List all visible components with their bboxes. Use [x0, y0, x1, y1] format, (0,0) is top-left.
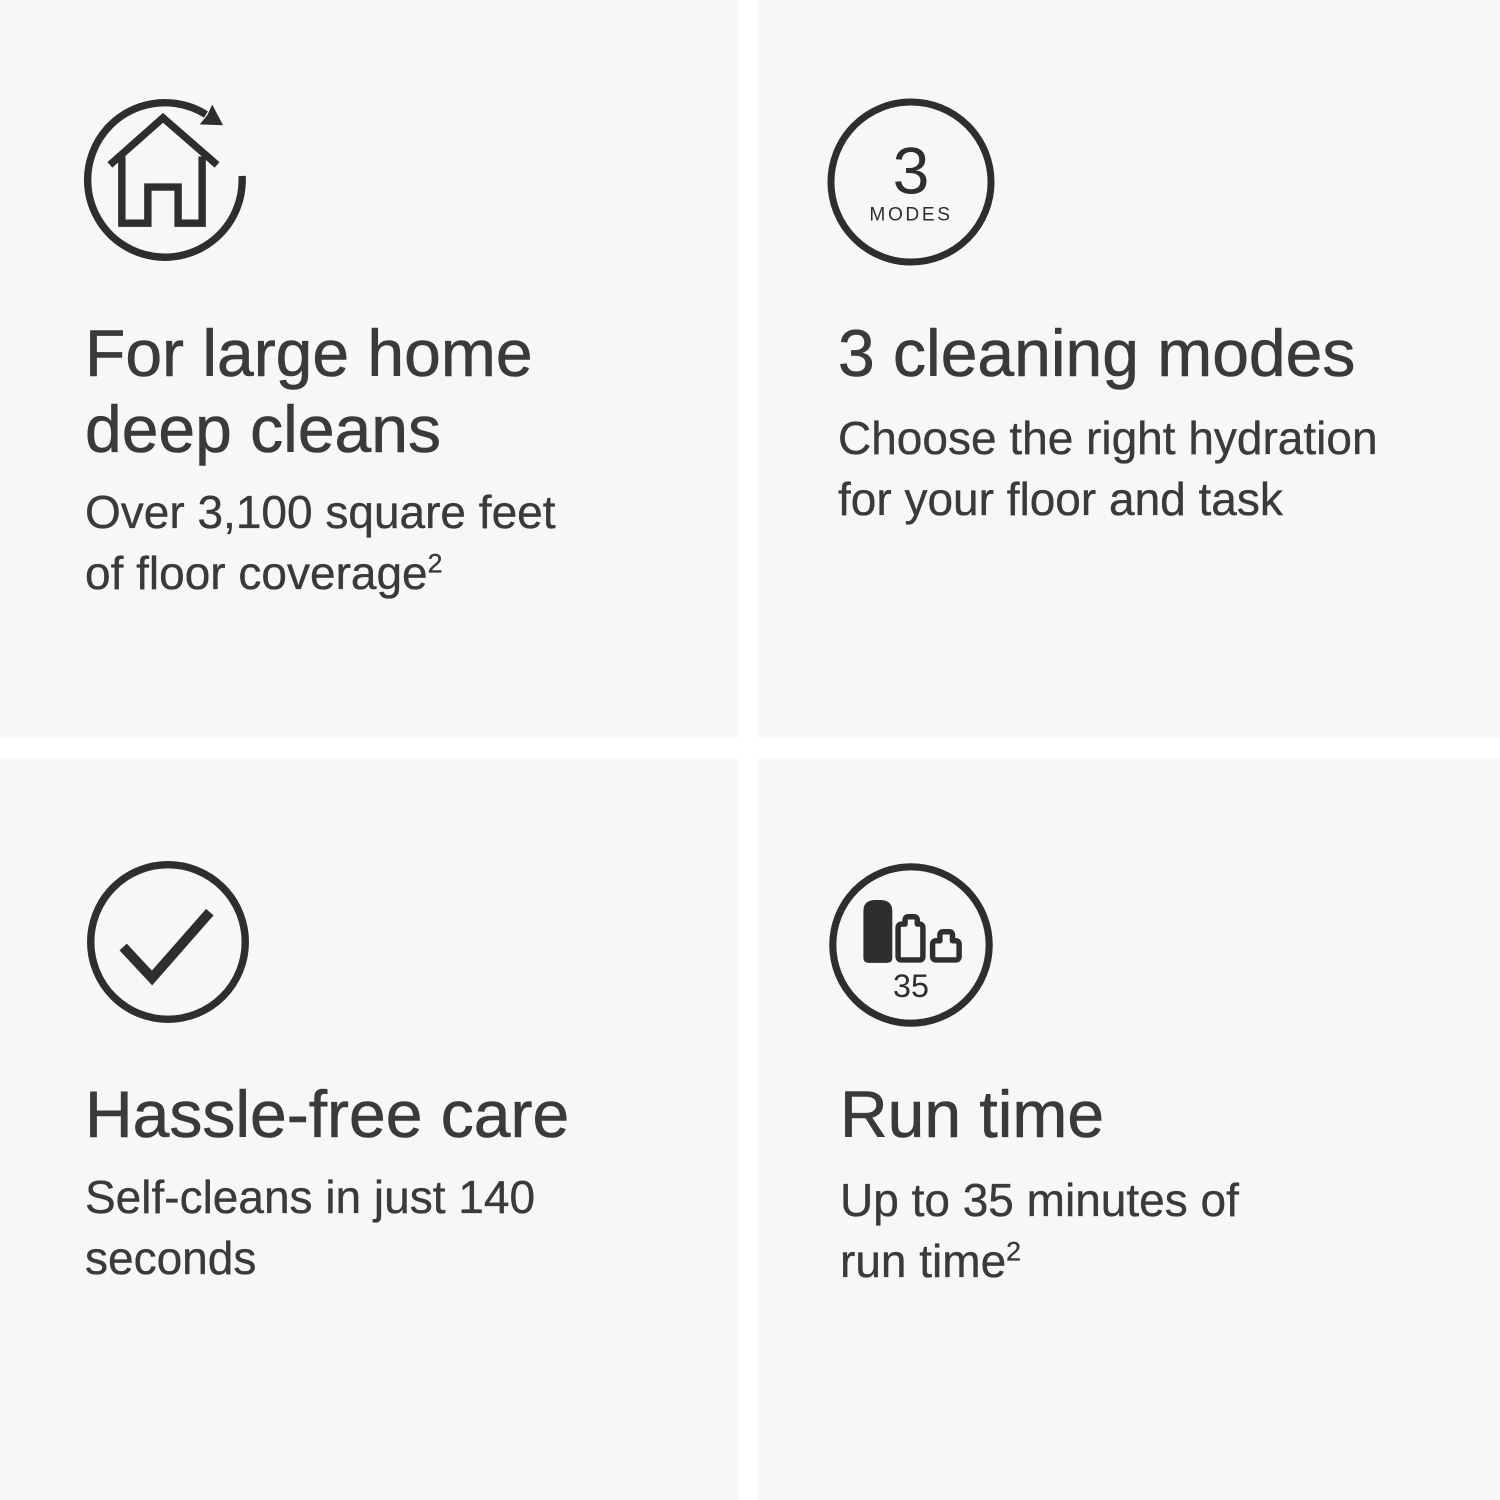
title-line: For large home [85, 316, 533, 390]
modes-count-label: 3 [892, 134, 930, 209]
description-line: Self-cleans in just 140 [85, 1171, 536, 1223]
run-time-minutes-label: 35 [893, 967, 929, 1004]
feature-title: 3 cleaning modes [838, 316, 1356, 390]
description-line: run time [840, 1235, 1007, 1287]
modes-text-label: MODES [869, 204, 953, 226]
feature-title: Run time [840, 1077, 1105, 1151]
footnote-superscript: 2 [427, 548, 443, 579]
description-line: for your floor and task [838, 473, 1283, 525]
feature-panel-hassle-free-care [0, 758, 738, 1500]
battery-medium-glyph [898, 917, 923, 960]
description-line: of floor coverage [85, 547, 428, 599]
description-line: Over 3,100 square feet [85, 486, 556, 538]
feature-panel-run-time [758, 758, 1500, 1500]
feature-description [85, 482, 556, 604]
description-line: Up to 35 minutes of [840, 1174, 1239, 1226]
feature-panel-cleaning-modes [758, 0, 1500, 738]
description-line: seconds [85, 1232, 257, 1284]
description-line: Choose the right hydration [838, 412, 1378, 464]
three-modes-badge-icon [824, 95, 998, 269]
feature-description [85, 1167, 535, 1289]
battery-large-glyph [863, 900, 892, 963]
title-line: deep cleans [85, 392, 441, 466]
checkmark-circle-icon [84, 858, 252, 1026]
feature-description [838, 408, 1378, 530]
battery-small-glyph [933, 932, 960, 960]
feature-panel-large-home [0, 0, 738, 738]
home-refresh-icon [81, 96, 249, 264]
footnote-superscript: 2 [1006, 1236, 1022, 1267]
battery-levels-icon [826, 860, 996, 1030]
feature-description [840, 1170, 1239, 1292]
feature-title [85, 315, 533, 467]
feature-title: Hassle-free care [85, 1077, 570, 1151]
